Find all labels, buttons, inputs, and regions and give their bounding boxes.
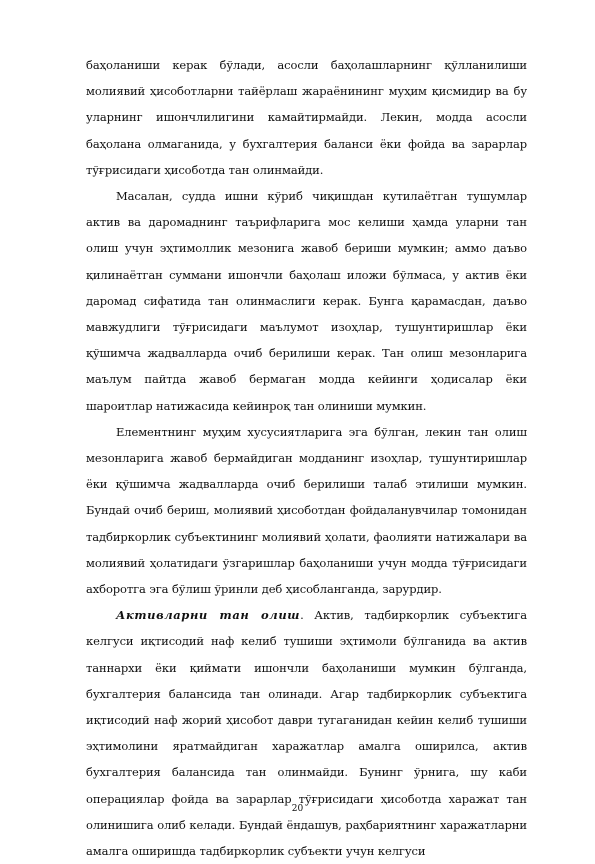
body-text: [86, 52, 527, 864]
paragraph-continuation: баҳоланиши керак бўлади, асосли баҳолашларнинг қўлланилиши молиявий ҳисоботларни тайёрлаш жараёнининг муҳим қисмидир ва бу уларнинг ишончлилигини камайтирмайди. Лекин, модда асосли баҳолана олмаганида, у бухгалтерия баланси ёки фойда ва зарарлар тўғрисидаги ҳисоботда тан олинмайди.: [86, 58, 527, 177]
paragraph-asset-recognition: [86, 602, 527, 864]
paragraph-asset-recognition-text: . Актив, тадбиркорлик субъектига келгуси иқтисодий наф келиб тушиши эҳтимоли бўлганида ва актив таннархи ёки қиймати ишончли баҳоланиши мумкин бўлганда, бухгалтерия балансида тан олинади. Агар тадбиркорлик субъектига иқтисодий наф жорий ҳисобот даври тугаганидан кейин келиб тушиши эҳтимолини яратмайдиган харажатлар амалга оширилса, актив бухгалтерия балансида тан олинмайди. Бунинг ўрнига, шу каби операциялар фойда ва зарарлар тўғрисидаги ҳисоботда харажат тан олинишига олиб келади. Бундай ёндашув, раҳбариятнинг харажатларни амалга оширишда тадбиркорлик субъекти учун келгуси: [86, 608, 527, 859]
term-heading: Активларни тан олиш: [116, 608, 301, 623]
page-number: 20: [291, 804, 304, 814]
paragraph-example: Масалан, судда ишни кўриб чиқишдан кутилаётган тушумлар актив ва даромаднинг таърифларига мос келиши ҳамда уларни тан олиш учун эҳтимоллик мезонига жавоб бериши мумкин; аммо даъво қилинаётган суммани ишончли баҳолаш иложи бўлмаса, у актив ёки даромад сифатида тан олинмаслиги керак. Бунга қарамасдан, даъво мавжудлиги тўғрисидаги маълумот изоҳлар, тушунтиришлар ёки қўшимча жадвалларда очиб берилиши керак. Тан олиш мезонларига маълум пайтда жавоб бермаган модда кейинги ҳодисалар ёки шароитлар натижасида кейинроқ тан олиниши мумкин.: [86, 189, 527, 413]
paragraph-element-disclosure: Елементнинг муҳим хусусиятларига эга бўлган, лекин тан олиш мезонларига жавоб бермайдиган модданинг изоҳлар, тушунтиришлар ёки қўшимча жадвалларда очиб берилиши талаб этилиши мумкин. Бундай очиб бериш, молиявий ҳисоботдан фойдаланувчилар томонидан тадбиркорлик субъектининг молиявий ҳолати, фаолияти натижалари ва молиявий ҳолатидаги ўзгаришлар баҳоланиши учун модда тўғрисидаги ахборотга эга бўлиш ўринли деб ҳисобланганда, зарурдир.: [86, 424, 527, 597]
